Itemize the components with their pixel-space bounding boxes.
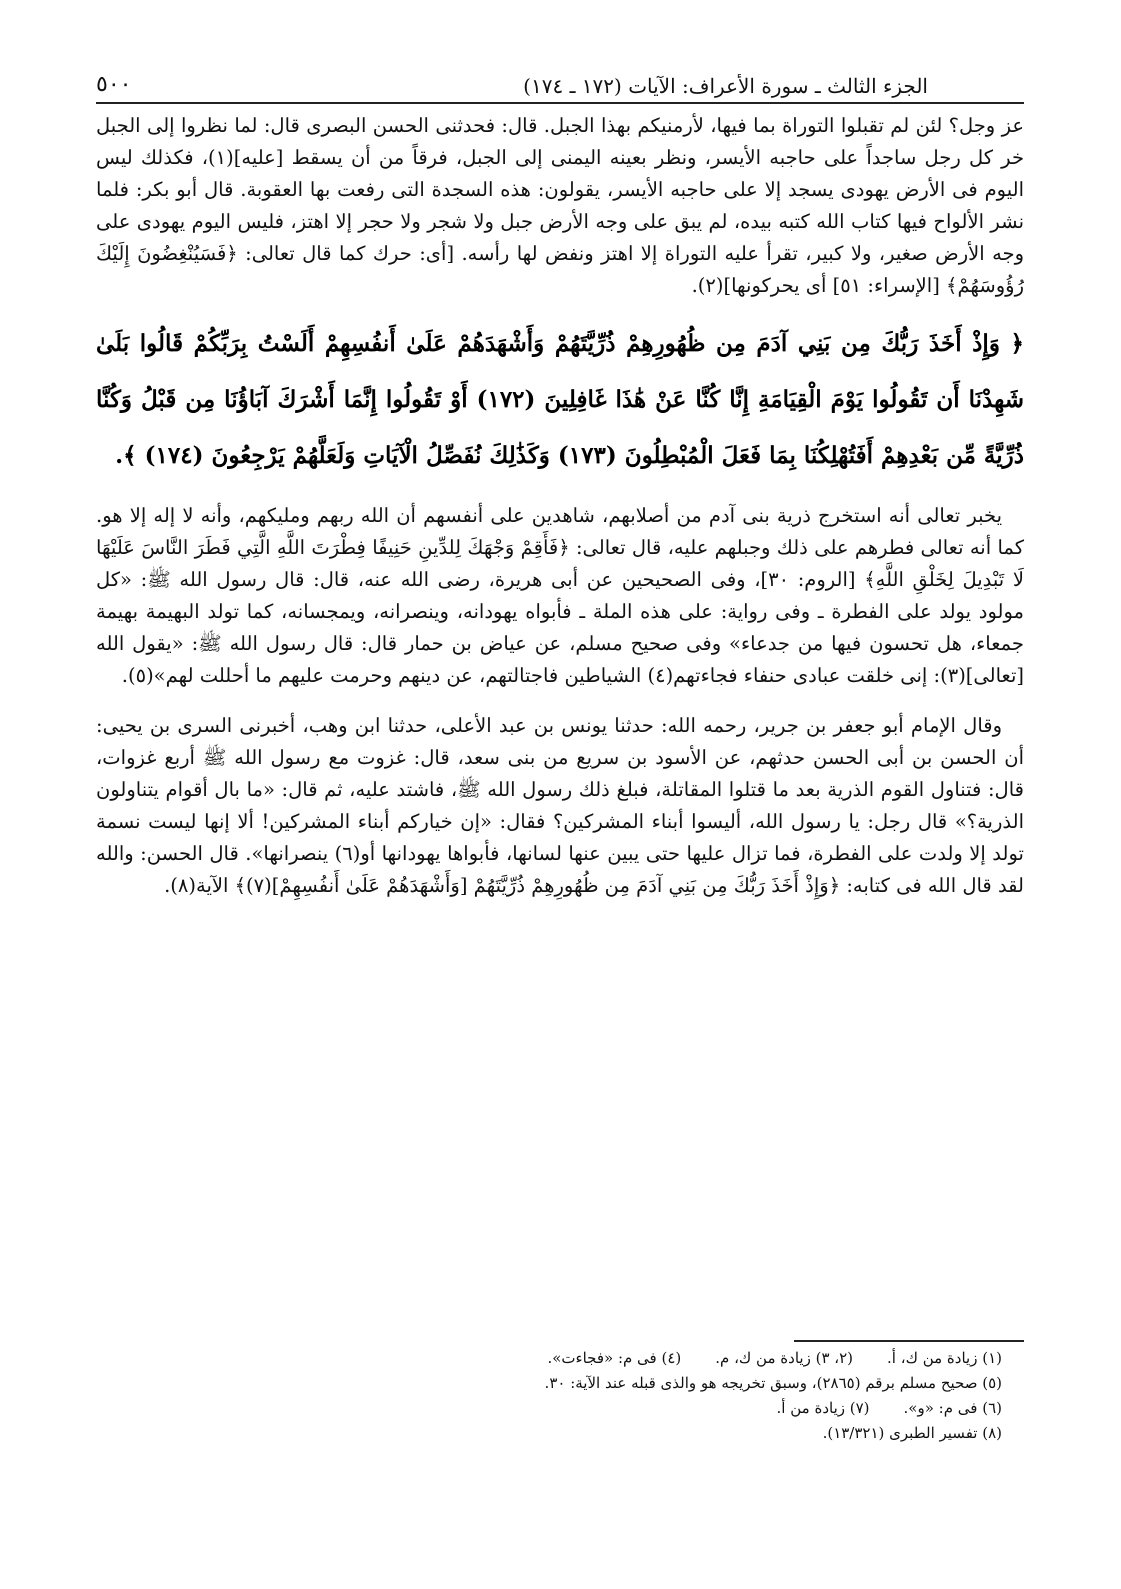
footnote-row-1	[96, 1346, 1002, 1371]
footnote-5: (٥) صحيح مسلم برقم (٢٨٦٥)، وسبق تخريجه هو والذى قبله عند الآية: ٣٠.	[544, 1374, 1002, 1392]
footnote-2-3: (٢، ٣) زيادة من ك، م.	[715, 1349, 854, 1367]
main-text	[96, 110, 1024, 902]
page	[96, 62, 1024, 902]
footnote-row-3	[96, 1396, 1002, 1421]
footnote-8: (٨) تفسير الطبرى (١٣/٣٢١).	[822, 1424, 1002, 1442]
footnote-6: (٦) فى م: «و».	[903, 1399, 1002, 1417]
running-header	[96, 62, 1024, 104]
footnotes	[96, 1340, 1024, 1446]
running-title: الجزء الثالث ـ سورة الأعراف: الآيات (١٧٢ ـ ١٧٤)	[523, 74, 928, 98]
footnote-7: (٧) زيادة من أ.	[776, 1399, 870, 1417]
footnote-divider	[794, 1340, 1024, 1342]
paragraph-hadith: وقال الإمام أبو جعفر بن جرير، رحمه الله: حدثنا يونس بن عبد الأعلى، حدثنا ابن وهب، أخبرنى السرى بن يحيى: أن الحسن بن أبى الحسن حدثهم، عن الأسود بن سريع من بنى سعد، قال: غزوت مع رسول الله ﷺ أربع غزوات، قال: فتناول القوم الذرية بعد ما قتلوا المقاتلة، فبلغ ذلك رسول الله ﷺ، فاشتد عليه، ثم قال: «ما بال أقوام يتناولون الذرية؟» قال رجل: يا رسول الله، أليسوا أبناء المشركين؟ فقال: «إن خياركم أبناء المشركين! ألا إنها ليست نسمة تولد إلا ولدت على الفطرة، فما تزال عليها حتى يبين عنها لسانها، فأبواها يهودانها أو(٦) ينصرانها». قال الحسن: والله لقد قال الله فى كتابه: ﴿وَإِذْ أَخَذَ رَبُّكَ مِن بَنِي آدَمَ مِن ظُهُورِهِمْ ذُرِّيَّتَهُمْ [وَأَشْهَدَهُمْ عَلَىٰ أَنفُسِهِمْ](٧)﴾ الآية(٨).	[96, 714, 1024, 897]
paragraph-continuation: عز وجل؟ لئن لم تقبلوا التوراة بما فيها، لأرمنيكم بهذا الجبل. قال: فحدثنى الحسن البصرى قال: لما نظروا إلى الجبل خر كل رجل ساجداً على حاجبه الأيسر، ونظر بعينه اليمنى إلى الجبل، فرقاً من أن يسقط [عليه](١)، فكذلك ليس اليوم فى الأرض يهودى يسجد إلا على حاجبه الأيسر، يقولون: هذه السجدة التى رفعت بها العقوبة. قال أبو بكر: فلما نشر الألواح فيها كتاب الله كتبه بيده، لم يبق على وجه الأرض جبل ولا شجر ولا حجر إلا اهتز، فليس اليوم يهودى على وجه الأرض صغير، ولا كبير، تقرأ عليه التوراة إلا اهتز ونفض لها رأسه. [أى: حرك كما قال تعالى: ﴿فَسَيُنْغِضُونَ إِلَيْكَ رُؤُوسَهُمْ﴾ [الإسراء: ٥١] أى يحركونها](٢).	[96, 114, 1024, 297]
footnote-1: (١) زيادة من ك، أ.	[887, 1349, 1002, 1367]
footnote-4: (٤) فى م: «فجاءت».	[547, 1349, 682, 1367]
page-number: ٥٠٠	[96, 72, 132, 97]
paragraph-gap	[96, 692, 1024, 710]
paragraph-commentary: يخبر تعالى أنه استخرج ذرية بنى آدم من أصلابهم، شاهدين على أنفسهم أن الله ربهم ومليكهم، وأنه لا إله إلا هو. كما أنه تعالى فطرهم على ذلك وجبلهم عليه، قال تعالى: ﴿فَأَقِمْ وَجْهَكَ لِلدِّينِ حَنِيفًا فِطْرَتَ اللَّهِ الَّتِي فَطَرَ النَّاسَ عَلَيْهَا لَا تَبْدِيلَ لِخَلْقِ اللَّهِ﴾ [الروم: ٣٠]، وفى الصحيحين عن أبى هريرة، رضى الله عنه، قال: قال رسول الله ﷺ: «كل مولود يولد على الفطرة ـ وفى رواية: على هذه الملة ـ فأبواه يهودانه، وينصرانه، ويمجسانه، كما تولد البهيمة بهيمة جمعاء، هل تحسون فيها من جدعاء» وفى صحيح مسلم، عن عياض بن حمار قال: قال رسول الله ﷺ: «يقول الله [تعالى](٣): إنى خلقت عبادى حنفاء فجاءتهم(٤) الشياطين فاجتالتهم، عن دينهم وحرمت عليهم ما أحللت لهم»(٥).	[96, 504, 1024, 687]
quran-verse-block: ﴿ وَإِذْ أَخَذَ رَبُّكَ مِن بَنِي آدَمَ مِن ظُهُورِهِمْ ذُرِّيَّتَهُمْ وَأَشْهَدَهُمْ عَلَىٰ أَنفُسِهِمْ أَلَسْتُ بِرَبِّكُمْ قَالُوا بَلَىٰ شَهِدْنَا أَن تَقُولُوا يَوْمَ الْقِيَامَةِ إِنَّا كُنَّا عَنْ هَٰذَا غَافِلِينَ (١٧٢) أَوْ تَقُولُوا إِنَّمَا أَشْرَكَ آبَاؤُنَا مِن قَبْلُ وَكُنَّا ذُرِّيَّةً مِّن بَعْدِهِمْ أَفَتُهْلِكُنَا بِمَا فَعَلَ الْمُبْطِلُونَ (١٧٣) وَكَذَٰلِكَ نُفَصِّلُ الْآيَاتِ وَلَعَلَّهُمْ يَرْجِعُونَ (١٧٤) ﴾.	[96, 330, 1024, 469]
